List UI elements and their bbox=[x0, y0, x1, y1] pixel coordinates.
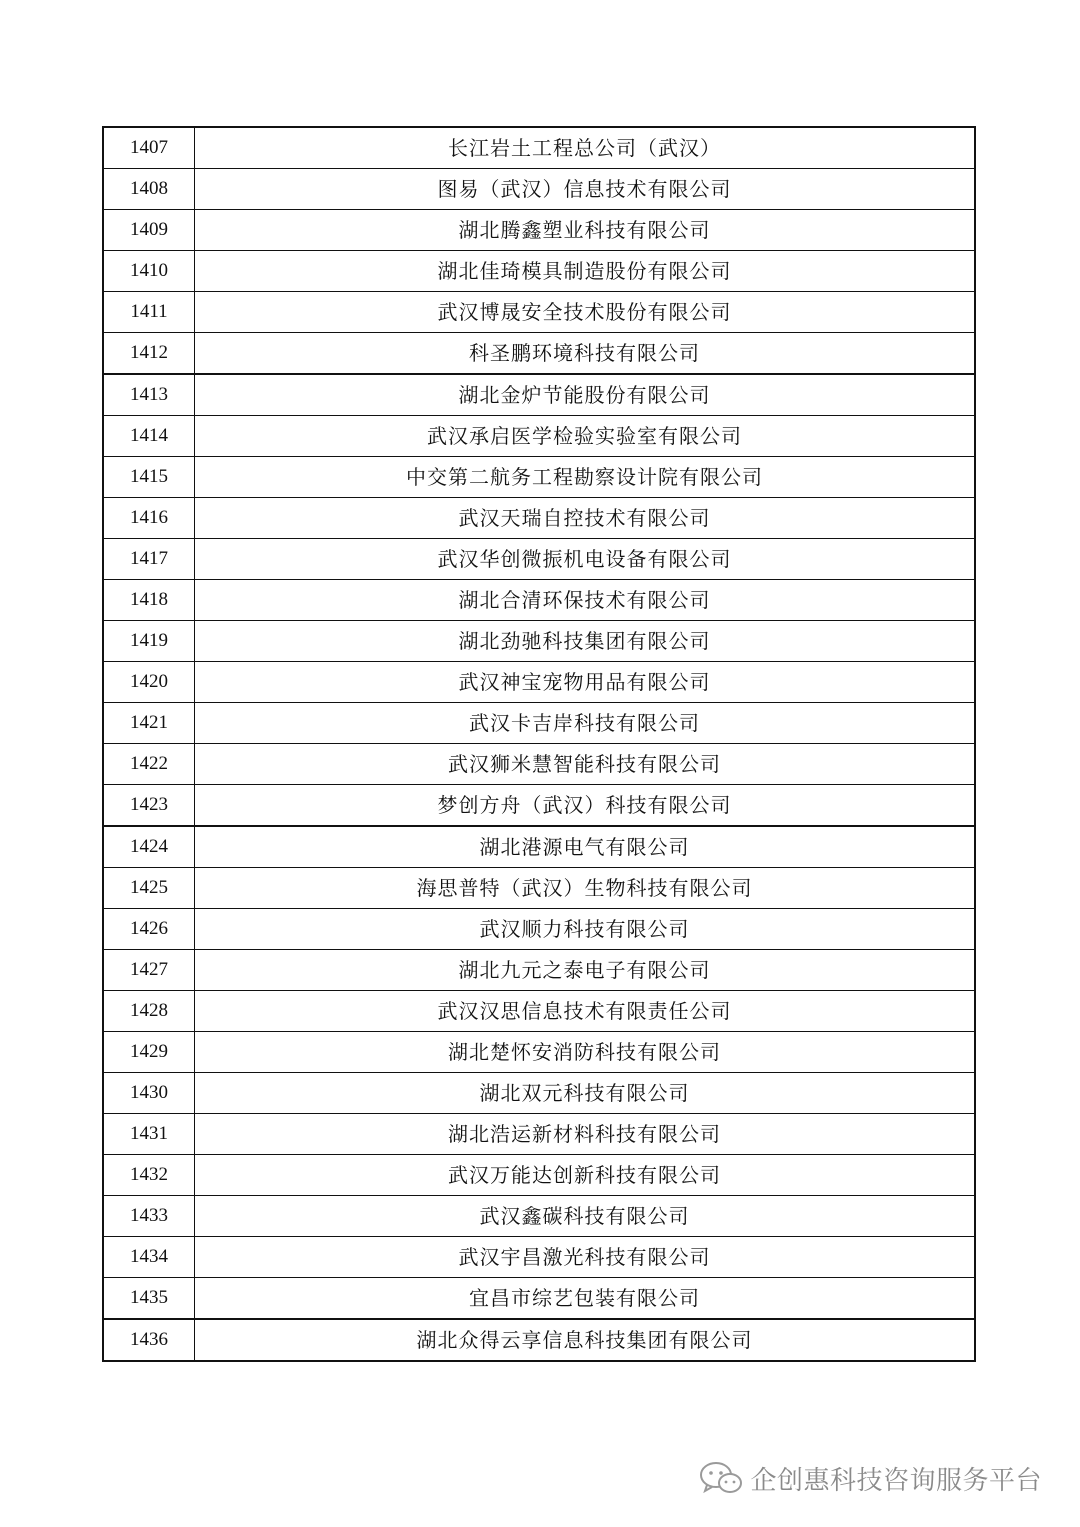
table-row bbox=[103, 1032, 975, 1073]
company-name: 湖北金炉节能股份有限公司 bbox=[195, 374, 976, 416]
row-number: 1427 bbox=[103, 950, 195, 991]
row-number: 1420 bbox=[103, 662, 195, 703]
row-number: 1418 bbox=[103, 580, 195, 621]
table-row bbox=[103, 210, 975, 251]
company-name: 湖北腾鑫塑业科技有限公司 bbox=[195, 210, 976, 251]
row-number: 1413 bbox=[103, 374, 195, 416]
company-name: 宜昌市综艺包装有限公司 bbox=[195, 1278, 976, 1320]
row-number: 1425 bbox=[103, 868, 195, 909]
company-name: 湖北佳琦模具制造股份有限公司 bbox=[195, 251, 976, 292]
company-name: 武汉宇昌激光科技有限公司 bbox=[195, 1237, 976, 1278]
table-row bbox=[103, 621, 975, 662]
table-row bbox=[103, 662, 975, 703]
company-name: 武汉汉思信息技术有限责任公司 bbox=[195, 991, 976, 1032]
company-name: 湖北港源电气有限公司 bbox=[195, 826, 976, 868]
table-row bbox=[103, 1114, 975, 1155]
table-row bbox=[103, 498, 975, 539]
company-name: 武汉鑫碳科技有限公司 bbox=[195, 1196, 976, 1237]
row-number: 1415 bbox=[103, 457, 195, 498]
company-name: 湖北众得云享信息科技集团有限公司 bbox=[195, 1319, 976, 1361]
table-row bbox=[103, 169, 975, 210]
row-number: 1412 bbox=[103, 333, 195, 375]
row-number: 1409 bbox=[103, 210, 195, 251]
company-name: 武汉顺力科技有限公司 bbox=[195, 909, 976, 950]
company-name: 湖北合清环保技术有限公司 bbox=[195, 580, 976, 621]
company-list-sheet bbox=[102, 126, 976, 1362]
row-number: 1421 bbox=[103, 703, 195, 744]
company-table-body bbox=[103, 127, 975, 1361]
row-number: 1407 bbox=[103, 127, 195, 169]
table-row bbox=[103, 991, 975, 1032]
table-row bbox=[103, 292, 975, 333]
row-number: 1422 bbox=[103, 744, 195, 785]
company-name: 武汉卡吉岸科技有限公司 bbox=[195, 703, 976, 744]
company-name: 武汉承启医学检验实验室有限公司 bbox=[195, 416, 976, 457]
table-row bbox=[103, 457, 975, 498]
table-row bbox=[103, 580, 975, 621]
company-name: 武汉神宝宠物用品有限公司 bbox=[195, 662, 976, 703]
table-row bbox=[103, 1196, 975, 1237]
row-number: 1431 bbox=[103, 1114, 195, 1155]
row-number: 1424 bbox=[103, 826, 195, 868]
table-row bbox=[103, 868, 975, 909]
table-row bbox=[103, 251, 975, 292]
table-row bbox=[103, 374, 975, 416]
table-row bbox=[103, 909, 975, 950]
table-row bbox=[103, 127, 975, 169]
row-number: 1430 bbox=[103, 1073, 195, 1114]
table-row bbox=[103, 744, 975, 785]
watermark bbox=[698, 1458, 1042, 1498]
company-name: 科圣鹏环境科技有限公司 bbox=[195, 333, 976, 375]
company-name: 武汉狮米慧智能科技有限公司 bbox=[195, 744, 976, 785]
table-row bbox=[103, 1278, 975, 1320]
row-number: 1428 bbox=[103, 991, 195, 1032]
row-number: 1434 bbox=[103, 1237, 195, 1278]
row-number: 1408 bbox=[103, 169, 195, 210]
row-number: 1426 bbox=[103, 909, 195, 950]
company-name: 武汉华创微振机电设备有限公司 bbox=[195, 539, 976, 580]
table-row bbox=[103, 1237, 975, 1278]
row-number: 1435 bbox=[103, 1278, 195, 1320]
row-number: 1433 bbox=[103, 1196, 195, 1237]
row-number: 1432 bbox=[103, 1155, 195, 1196]
row-number: 1411 bbox=[103, 292, 195, 333]
row-number: 1417 bbox=[103, 539, 195, 580]
table-row bbox=[103, 703, 975, 744]
company-name: 长江岩土工程总公司（武汉） bbox=[195, 127, 976, 169]
company-name: 武汉万能达创新科技有限公司 bbox=[195, 1155, 976, 1196]
table-row bbox=[103, 950, 975, 991]
row-number: 1414 bbox=[103, 416, 195, 457]
watermark-text: 企创惠科技咨询服务平台 bbox=[750, 1465, 1042, 1496]
table-row bbox=[103, 785, 975, 827]
row-number: 1416 bbox=[103, 498, 195, 539]
company-name: 武汉博晟安全技术股份有限公司 bbox=[195, 292, 976, 333]
company-name: 湖北浩运新材料科技有限公司 bbox=[195, 1114, 976, 1155]
company-table bbox=[102, 126, 976, 1362]
table-row bbox=[103, 416, 975, 457]
company-name: 湖北双元科技有限公司 bbox=[195, 1073, 976, 1114]
company-name: 图易（武汉）信息技术有限公司 bbox=[195, 169, 976, 210]
company-name: 武汉天瑞自控技术有限公司 bbox=[195, 498, 976, 539]
table-row bbox=[103, 1073, 975, 1114]
company-name: 梦创方舟（武汉）科技有限公司 bbox=[195, 785, 976, 827]
row-number: 1410 bbox=[103, 251, 195, 292]
company-name: 湖北劲驰科技集团有限公司 bbox=[195, 621, 976, 662]
row-number: 1436 bbox=[103, 1319, 195, 1361]
table-row bbox=[103, 1319, 975, 1361]
table-row bbox=[103, 333, 975, 375]
company-name: 中交第二航务工程勘察设计院有限公司 bbox=[195, 457, 976, 498]
row-number: 1423 bbox=[103, 785, 195, 827]
company-name: 海思普特（武汉）生物科技有限公司 bbox=[195, 868, 976, 909]
table-row bbox=[103, 1155, 975, 1196]
company-name: 湖北楚怀安消防科技有限公司 bbox=[195, 1032, 976, 1073]
table-row bbox=[103, 826, 975, 868]
company-name: 湖北九元之泰电子有限公司 bbox=[195, 950, 976, 991]
wechat-icon bbox=[698, 1460, 744, 1496]
row-number: 1429 bbox=[103, 1032, 195, 1073]
table-row bbox=[103, 539, 975, 580]
row-number: 1419 bbox=[103, 621, 195, 662]
